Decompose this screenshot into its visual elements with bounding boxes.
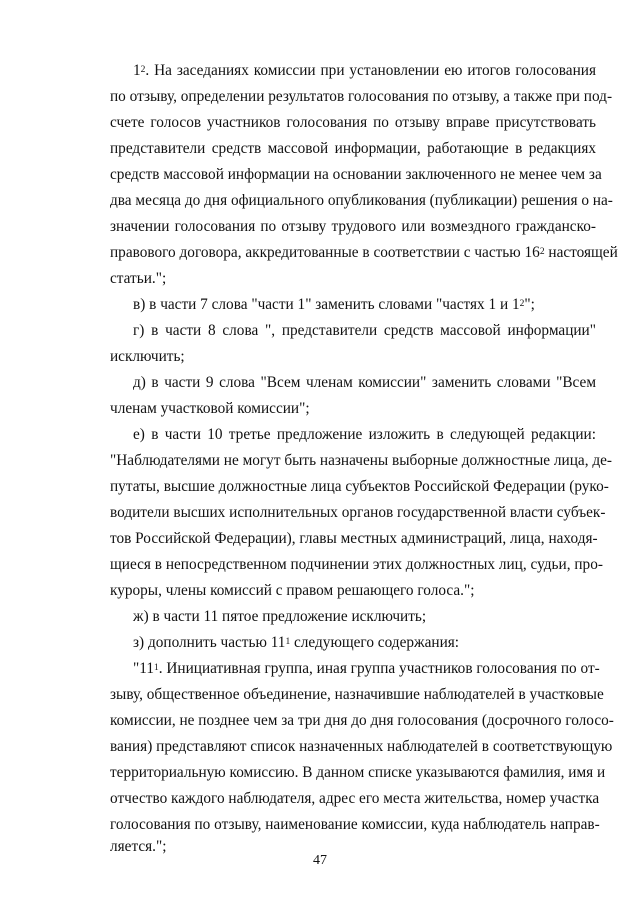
text-line: з) дополнить частью $11^1$ следующего содержания:	[133, 634, 460, 651]
text-line: членам участковой комиссии";	[110, 400, 310, 417]
text-line: ж) в части 11 пятое предложение исключить;	[133, 608, 427, 625]
text-line: е) в части 10 третье предложение изложить в следующей редакции:	[133, 426, 596, 443]
text-line: правового договора, аккредитованные в соответствии с частью $16^2$ настоящей	[110, 244, 618, 261]
text-line: тов Российской Федерации), главы местных администраций, лица, находя-	[110, 530, 598, 547]
text-line: исключить;	[110, 348, 185, 365]
text-line: значении голосования по отзыву трудового или возмездного гражданско-	[110, 218, 596, 235]
text-line: "$11^1$. Инициативная группа, иная группа участников голосования по от-	[133, 660, 600, 677]
text-line: средств массовой информации на основании заключенного не менее чем за	[110, 166, 602, 183]
text-line: г) в части 8 слова ", представители средств массовой информации"	[133, 322, 596, 339]
text-line: счете голосов участников голосования по отзыву вправе присутствовать	[110, 114, 596, 131]
text-line: голосования по отзыву, наименование комиссии, куда наблюдатель направ-	[110, 816, 600, 833]
text-line: "Наблюдателями не могут быть назначены выборные должностные лица, де-	[110, 452, 613, 469]
text-line: зыву, общественное объединение, назначившие наблюдателей в участковые	[110, 686, 604, 703]
text-line: ляется.";	[110, 838, 167, 855]
text-line: в) в части 7 слова "части 1" заменить словами "частях 1 и $1^2$";	[133, 296, 535, 313]
text-line: по отзыву, определении результатов голосования по отзыву, а также при под-	[110, 88, 613, 105]
text-line: представители средств массовой информации, работающие в редакциях	[110, 140, 596, 157]
text-line: два месяца до дня официального опубликования (публикации) решения о на-	[110, 192, 613, 209]
text-line: щиеся в непосредственном подчинении этих должностных лиц, судьи, про-	[110, 556, 603, 573]
text-line: д) в части 9 слова "Всем членам комиссии" заменить словами "Всем	[133, 374, 596, 391]
text-line: путаты, высшие должностные лица субъектов Российской Федерации (руко-	[110, 478, 609, 495]
text-line: $1^2$. На заседаниях комиссии при установлении ею итогов голосования	[133, 62, 596, 79]
text-line: вания) представляют список назначенных наблюдателей в соответствующую	[110, 738, 613, 755]
text-line: комиссии, не позднее чем за три дня до дня голосования (досрочного голосо-	[110, 712, 614, 729]
text-line: водители высших исполнительных органов государственной власти субъек-	[110, 504, 606, 521]
text-line: куроры, члены комиссий с правом решающего голоса.";	[110, 582, 475, 599]
text-line: статьи.";	[110, 270, 167, 287]
text-line: территориальную комиссию. В данном списке указываются фамилия, имя и	[110, 764, 606, 781]
text-line: отчество каждого наблюдателя, адрес его места жительства, номер участка	[110, 790, 600, 807]
page-number: 47	[313, 853, 327, 868]
